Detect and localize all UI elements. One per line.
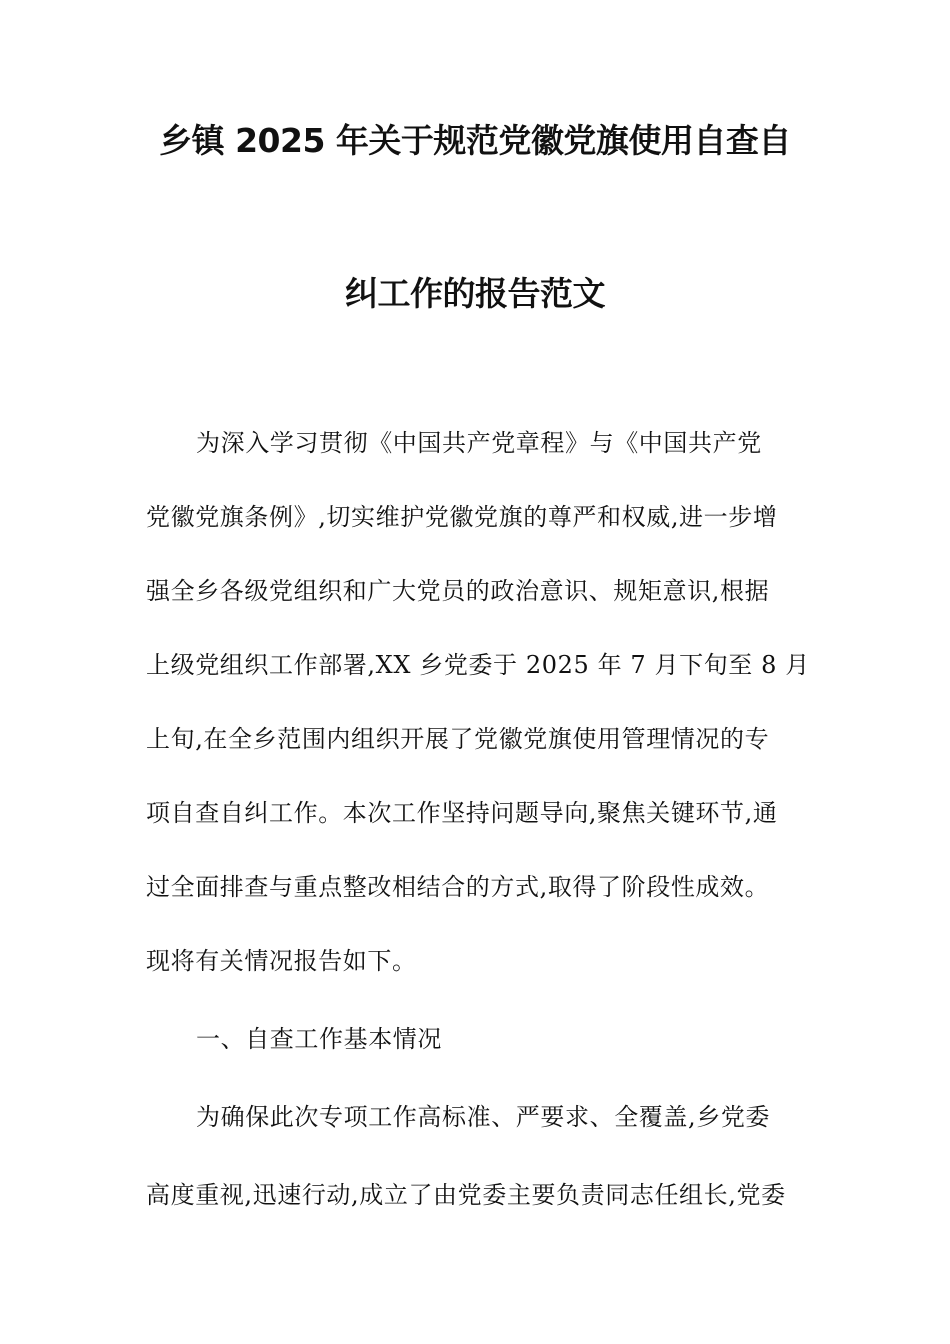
- body-text-line: 强全乡各级党组织和广大党员的政治意识、规矩意识,根据: [146, 577, 770, 605]
- body-text-line: 项自查自纠工作。本次工作坚持问题导向,聚焦关键环节,通: [146, 799, 778, 827]
- body-text-line: 过全面排查与重点整改相结合的方式,取得了阶段性成效。: [146, 873, 770, 901]
- section-heading: 一、自查工作基本情况: [196, 1025, 442, 1053]
- body-text-line: 上级党组织工作部署,XX 乡党委于 2025 年 7 月下旬至 8 月: [146, 651, 810, 679]
- body-text-line: 现将有关情况报告如下。: [146, 947, 417, 975]
- body-text-line: 为确保此次专项工作高标准、严要求、全覆盖,乡党委: [196, 1103, 771, 1131]
- document-title-line-2: 纠工作的报告范文: [345, 274, 605, 313]
- body-text-line: 党徽党旗条例》,切实维护党徽党旗的尊严和权威,进一步增: [146, 503, 778, 531]
- document-title-line-1: 乡镇 2025 年关于规范党徽党旗使用自查自: [159, 121, 791, 160]
- body-text-line: 为深入学习贯彻《中国共产党章程》与《中国共产党: [196, 429, 762, 457]
- body-text-line: 高度重视,迅速行动,成立了由党委主要负责同志任组长,党委: [146, 1181, 786, 1209]
- body-text-line: 上旬,在全乡范围内组织开展了党徽党旗使用管理情况的专: [146, 725, 770, 753]
